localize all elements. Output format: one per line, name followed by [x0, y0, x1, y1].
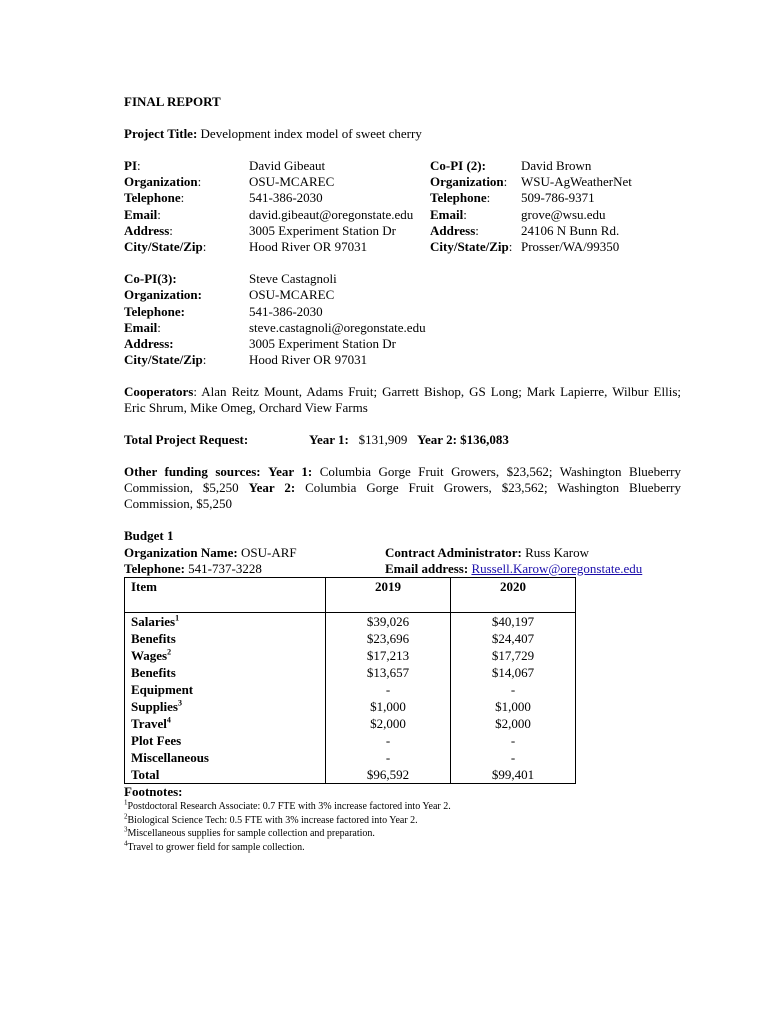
contact-label: Email:	[124, 206, 161, 222]
budget-2019: $39,026	[326, 613, 451, 631]
budget-2020: -	[451, 732, 576, 749]
contact-label: Organization:	[124, 287, 202, 303]
contact-value: 3005 Experiment Station Dr	[249, 222, 396, 238]
contact-value: David Brown	[521, 158, 592, 173]
budget-org-row: Organization Name: OSU-ARF Contract Administrator: Russ Karow	[124, 544, 590, 560]
budget-2019: $23,696	[326, 630, 451, 647]
contact-value: Hood River OR 97031	[249, 238, 368, 254]
budget-item: Supplies$^3$	[125, 698, 326, 715]
contact-value: OSU-MCAREC	[249, 287, 335, 303]
contact-label: Address:	[124, 335, 174, 351]
header-2020: 2020	[451, 578, 576, 613]
contact-value: 509-786-9371	[521, 190, 595, 206]
budget-2019: $17,213	[326, 647, 451, 664]
contact-value: Steve Castagnoli	[249, 271, 337, 287]
contact-label: Address:	[124, 222, 173, 238]
budget-item: Plot Fees	[125, 732, 326, 749]
copi3-block	[124, 271, 681, 368]
budget-row	[125, 630, 576, 647]
budget-2020: $40,197	[451, 613, 576, 631]
contact-value: 541-386-2030	[249, 190, 323, 206]
budget-row	[125, 681, 576, 698]
budget-2019: $13,657	[326, 664, 451, 681]
project-title: Project Title: Development index model of sweet cherry	[124, 126, 422, 141]
contact-row	[124, 158, 681, 174]
budget-2020: $2,000	[451, 715, 576, 732]
contact-value: 24106 N Bunn Rd.	[521, 222, 620, 238]
budget-header-row	[125, 578, 576, 613]
contact-label: Organization:	[430, 174, 508, 190]
contact-label: City/State/Zip:	[430, 238, 513, 254]
contact-label: Co-PI(3):	[124, 271, 177, 287]
contact-label: City/State/Zip:	[124, 238, 207, 254]
contact-row	[124, 239, 681, 255]
footnote: $^1$Postdoctoral Research Associate: 0.7 FTE with 3% increase factored into Year 2.	[124, 798, 451, 813]
contact-value: 541-386-2030	[249, 303, 323, 319]
budget-row	[125, 647, 576, 664]
budget-2020: $99,401	[451, 766, 576, 784]
cooperators: Cooperators: Alan Reitz Mount, Adams Fruit; Garrett Bishop, GS Long; Mark Lapierre, Wilbur Ellis; Eric Shrum, Mike Omeg, Orchard View Farms	[124, 384, 681, 416]
contact-label: Address:	[430, 222, 479, 238]
budget-2020: -	[451, 681, 576, 698]
budget-row	[125, 766, 576, 784]
contact-row	[124, 304, 681, 320]
other-funding: Other funding sources: Year 1: Columbia Gorge Fruit Growers, $23,562; Washington Blueberry Commission, $5,250 Year 2: Columbia Gorge Fruit Growers, $23,562; Washington Blueberry Commission, $5,250	[124, 464, 682, 512]
contact-label: Organization:	[124, 174, 202, 190]
budget-2020: $1,000	[451, 698, 576, 715]
contact-row	[124, 207, 681, 223]
budget-row	[125, 749, 576, 766]
contact-row	[124, 271, 681, 287]
budget-contact-row: Telephone: 541-737-3228 Email address: Russell.Karow@oregonstate.edu	[124, 560, 643, 576]
budget-2020: -	[451, 749, 576, 766]
contact-value: steve.castagnoli@oregonstate.edu	[249, 319, 426, 335]
budget-2019: -	[326, 681, 451, 698]
total-project-request: Total Project Request: Year 1: $131,909 Year 2: $136,083	[124, 432, 509, 448]
budget-row	[125, 698, 576, 715]
contact-value: david.gibeaut@oregonstate.edu	[249, 206, 414, 222]
budget-item: Total	[125, 766, 326, 784]
footnote: $^2$Biological Science Tech: 0.5 FTE with 3% increase factored into Year 2.	[124, 812, 418, 826]
footnotes-title: Footnotes:	[124, 784, 183, 799]
contact-row	[124, 174, 681, 190]
budget-item: Equipment	[125, 681, 326, 698]
contact-label: Email:	[124, 319, 161, 335]
budget-item: Miscellaneous	[125, 749, 326, 766]
contact-row	[124, 336, 681, 352]
contacts-block	[124, 158, 681, 255]
budget-row	[125, 732, 576, 749]
budget-item: Travel$^4$	[125, 715, 326, 732]
footnotes-list	[124, 800, 681, 854]
contact-label: Email:	[430, 206, 467, 222]
budget-2019: -	[326, 732, 451, 749]
budget-item: Benefits	[125, 664, 326, 681]
contact-label: Telephone:	[124, 190, 185, 206]
budget-2019: $2,000	[326, 715, 451, 732]
contact-value: Hood River OR 97031	[249, 352, 368, 368]
header-2019: 2019	[326, 578, 451, 613]
contact-row	[124, 352, 681, 368]
budget-2019: $96,592	[326, 766, 451, 784]
contact-label: Telephone:	[124, 303, 185, 319]
budget-table	[124, 577, 576, 784]
contact-value: grove@wsu.edu	[521, 206, 606, 222]
budget-title: Budget 1	[124, 528, 174, 544]
contact-row	[124, 320, 681, 336]
contact-label: PI:	[124, 158, 141, 173]
budget-2019: $1,000	[326, 698, 451, 715]
footnote: $^3$Miscellaneous supplies for sample collection and preparation.	[124, 825, 375, 840]
contact-label: City/State/Zip:	[124, 352, 207, 368]
contact-row	[124, 223, 681, 239]
footnote: $^4$Travel to grower field for sample collection.	[124, 839, 305, 853]
budget-2020: $24,407	[451, 630, 576, 647]
report-heading: FINAL REPORT	[124, 94, 221, 109]
budget-item: Salaries$^1$	[125, 613, 326, 631]
contact-label: Co-PI (2):	[430, 158, 486, 173]
budget-row	[125, 715, 576, 732]
budget-2020: $17,729	[451, 647, 576, 664]
budget-item: Wages$^2$	[125, 647, 326, 664]
contact-row	[124, 287, 681, 303]
admin-email-link[interactable]: Russell.Karow@oregonstate.edu	[471, 560, 643, 576]
budget-2019: -	[326, 749, 451, 766]
contact-value: David Gibeaut	[249, 158, 326, 173]
contact-value: WSU-AgWeatherNet	[521, 174, 632, 190]
contact-label: Telephone:	[430, 190, 491, 206]
budget-row	[125, 664, 576, 681]
contact-value: Prosser/WA/99350	[521, 238, 620, 254]
contact-value: 3005 Experiment Station Dr	[249, 335, 396, 351]
budget-row	[125, 613, 576, 631]
contact-row	[124, 190, 681, 206]
contact-value: OSU-MCAREC	[249, 174, 335, 190]
budget-2020: $14,067	[451, 664, 576, 681]
budget-item: Benefits	[125, 630, 326, 647]
header-item: Item	[125, 578, 326, 613]
